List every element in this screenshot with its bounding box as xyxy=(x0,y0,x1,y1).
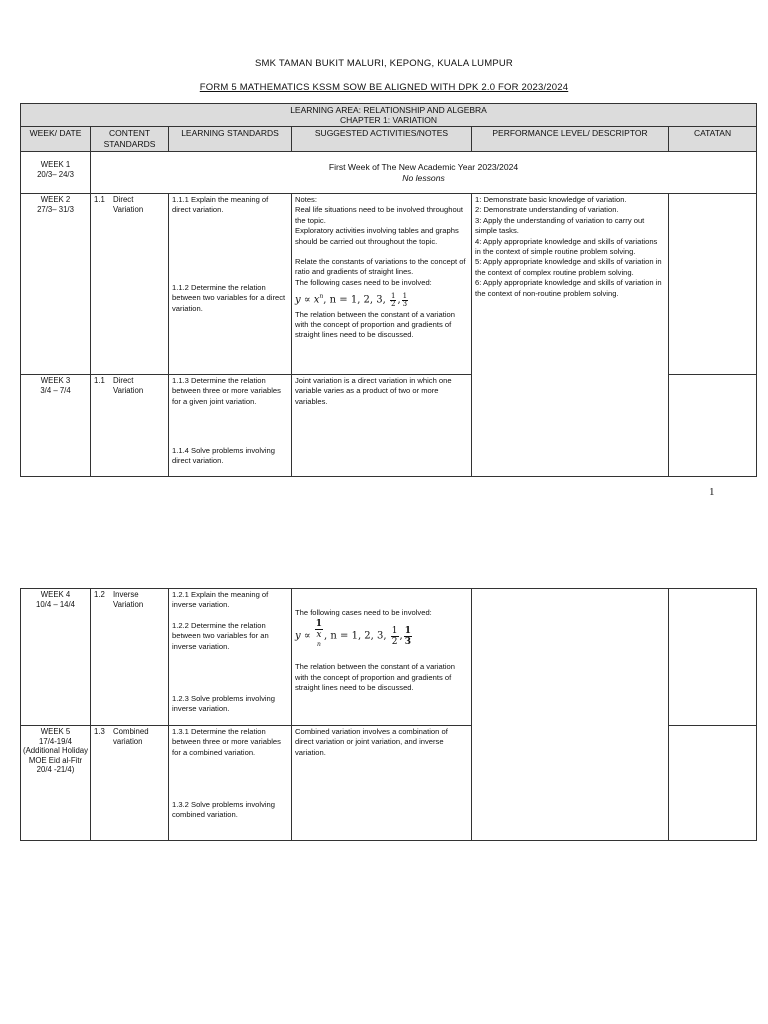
cs-text: Direct Variation xyxy=(113,376,144,396)
col-learning-standards: LEARNING STANDARDS xyxy=(169,127,292,152)
performance-level-1: 1: Demonstrate basic knowledge of variation. xyxy=(475,195,627,204)
note-relation-constant: The relation between the constant of a variation with the concept of proportion and gradients of straight lines need to be discussed. xyxy=(295,309,455,340)
week4-learning-standards xyxy=(169,589,292,726)
learning-standard-1-1-4: 1.1.4 Solve problems involving direct variation. xyxy=(172,446,275,466)
cs-number: 1.2 xyxy=(94,590,105,599)
formula-n-values: n = 1, 2, 3, xyxy=(330,630,387,642)
note-relation-constant: The relation between the constant of a variation with the concept of proportion and gradients of straight lines need to be discussed. xyxy=(295,662,455,693)
week-holiday-note: (Additional Holiday MOE Eid al-Fitr 20/4 -21/4) xyxy=(23,746,89,775)
performance-level-3: 3: Apply the understanding of variation to carry out simple tasks. xyxy=(475,215,645,236)
week1-note-cell xyxy=(91,152,757,194)
table-row-week2 xyxy=(21,194,757,375)
table-row-week1 xyxy=(21,152,757,194)
week3-content-standard xyxy=(91,375,169,477)
learning-standard-1-3-2: 1.3.2 Solve problems involving combined variation. xyxy=(172,800,275,820)
note-cases: The following cases need to be involved: xyxy=(295,277,432,287)
week5-catatan xyxy=(669,726,757,841)
page-number: 1 xyxy=(709,486,715,498)
learning-standard-1-2-3: 1.2.3 Solve problems involving inverse variation. xyxy=(172,694,275,714)
week5-cell xyxy=(21,726,91,841)
week2-learning-standards xyxy=(169,194,292,375)
cs-number: 1.1 xyxy=(94,376,105,385)
sow-table-page-2 xyxy=(20,588,757,841)
learning-area: LEARNING AREA: RELATIONSHIP AND ALGEBRA xyxy=(290,105,487,115)
cs-text: Inverse Variation xyxy=(113,590,144,610)
school-name: SMK TAMAN BUKIT MALURI, KEPONG, KUALA LUMPUR xyxy=(255,58,513,69)
learning-standard-1-3-1: 1.3.1 Determine the relation between three or more variables for a combined variation. xyxy=(172,727,281,757)
document-title: FORM 5 MATHEMATICS KSSM SOW BE ALIGNED WITH DPK 2.0 FOR 2023/2024 xyxy=(199,82,569,93)
performance-level-4: 4: Apply appropriate knowledge and skills of variations in the context of simple routine problem solving. xyxy=(475,236,658,257)
learning-standard-1-1-3: 1.1.3 Determine the relation between three or more variables for a given joint variation. xyxy=(172,376,281,406)
week3-activities xyxy=(292,375,472,477)
week2-activities xyxy=(292,194,472,375)
week1-cell xyxy=(21,152,91,194)
note-exploratory: Exploratory activities involving tables and graphs should be carried out throughout the topic. xyxy=(295,226,459,246)
week-label: WEEK 4 xyxy=(40,590,71,599)
note-relate-constants: Relate the constants of variations to the concept of ratio and gradients of straight lines. xyxy=(295,257,466,277)
week-label: WEEK 5 xyxy=(40,727,71,736)
week4-content-standard xyxy=(91,589,169,726)
performance-descriptors xyxy=(472,194,669,477)
week4-catatan xyxy=(669,589,757,726)
week-date: 27/3– 31/3 xyxy=(37,204,74,214)
week4-cell xyxy=(21,589,91,726)
col-suggested-activities: SUGGESTED ACTIVITIES/NOTES xyxy=(292,127,472,152)
notes-label: Notes: xyxy=(295,195,317,204)
week5-learning-standards xyxy=(169,726,292,841)
formula-n-values: n = 1, 2, 3, xyxy=(329,294,386,306)
note-real-life: Real life situations need to be involved throughout the topic. xyxy=(295,205,464,225)
week-date: 17/4-19/4 xyxy=(39,736,72,746)
learning-standard-1-2-2: 1.2.2 Determine the relation between two variables for an inverse variation. xyxy=(172,621,269,651)
cs-text: Direct Variation xyxy=(113,195,144,215)
inverse-variation-formula: y ∝ 1 x $^n$ , n = 1, 2, 3, $\frac{1}{2}$ , $\frac{1}{3}$ xyxy=(295,619,411,649)
direct-variation-formula: $y \propto x^n$, n = 1, 2, 3, $\frac{1}{2}$ , $\frac{1}{3}$ xyxy=(295,291,408,308)
week2-content-standard xyxy=(91,194,169,375)
table-row-week4 xyxy=(21,589,757,726)
week-label: WEEK 1 xyxy=(40,160,71,169)
week-label: WEEK 3 xyxy=(40,376,71,385)
week1-note: First Week of The New Academic Year 2023/2024 xyxy=(328,161,519,172)
note-cases: The following cases need to be involved: xyxy=(295,608,432,617)
week1-note-sub: No lessons xyxy=(402,172,445,183)
learning-area-header xyxy=(21,104,757,127)
learning-standard-1-1-1: 1.1.1 Explain the meaning of direct variation. xyxy=(172,195,269,215)
week3-learning-standards xyxy=(169,375,292,477)
col-performance-level: PERFORMANCE LEVEL/ DESCRIPTOR xyxy=(472,127,669,152)
week-date: 10/4 – 14/4 xyxy=(35,599,76,609)
performance-level-6: 6: Apply appropriate knowledge and skills of variation in the context of non-routine problem solving. xyxy=(475,278,662,298)
performance-empty xyxy=(472,589,669,841)
week5-content-standard xyxy=(91,726,169,841)
note-joint-variation: Joint variation is a direct variation in which one variable varies as a product of two or more variables. xyxy=(295,376,452,406)
chapter-title: CHAPTER 1: VARIATION xyxy=(340,115,438,125)
week3-catatan xyxy=(669,375,757,477)
week-label: WEEK 2 xyxy=(40,195,71,204)
week4-activities xyxy=(292,589,472,726)
note-combined-variation: Combined variation involves a combination of direct variation or joint variation, and inverse variation. xyxy=(295,727,448,757)
performance-level-2: 2: Demonstrate understanding of variation. xyxy=(475,205,619,215)
week-date: 3/4 – 7/4 xyxy=(40,385,71,395)
cs-number: 1.3 xyxy=(94,727,105,736)
week-date: 20/3– 24/3 xyxy=(37,169,74,179)
week2-catatan xyxy=(669,194,757,375)
cs-text: Combined variation xyxy=(113,727,149,747)
performance-level-5: 5: Apply appropriate knowledge and skills of variation in the context of complex routine problem solving. xyxy=(475,257,662,277)
learning-standard-1-1-2: 1.1.2 Determine the relation between two variables for a direct variation. xyxy=(172,283,286,313)
week2-cell xyxy=(21,194,91,375)
col-catatan: CATATAN xyxy=(669,127,757,152)
week3-cell xyxy=(21,375,91,477)
sow-table-page-1 xyxy=(20,103,757,477)
cs-number: 1.1 xyxy=(94,195,105,204)
learning-standard-1-2-1: 1.2.1 Explain the meaning of inverse variation. xyxy=(172,590,269,610)
col-week-date: WEEK/ DATE xyxy=(21,127,91,152)
week5-activities xyxy=(292,726,472,841)
col-content-standards: CONTENT STANDARDS xyxy=(91,127,169,152)
